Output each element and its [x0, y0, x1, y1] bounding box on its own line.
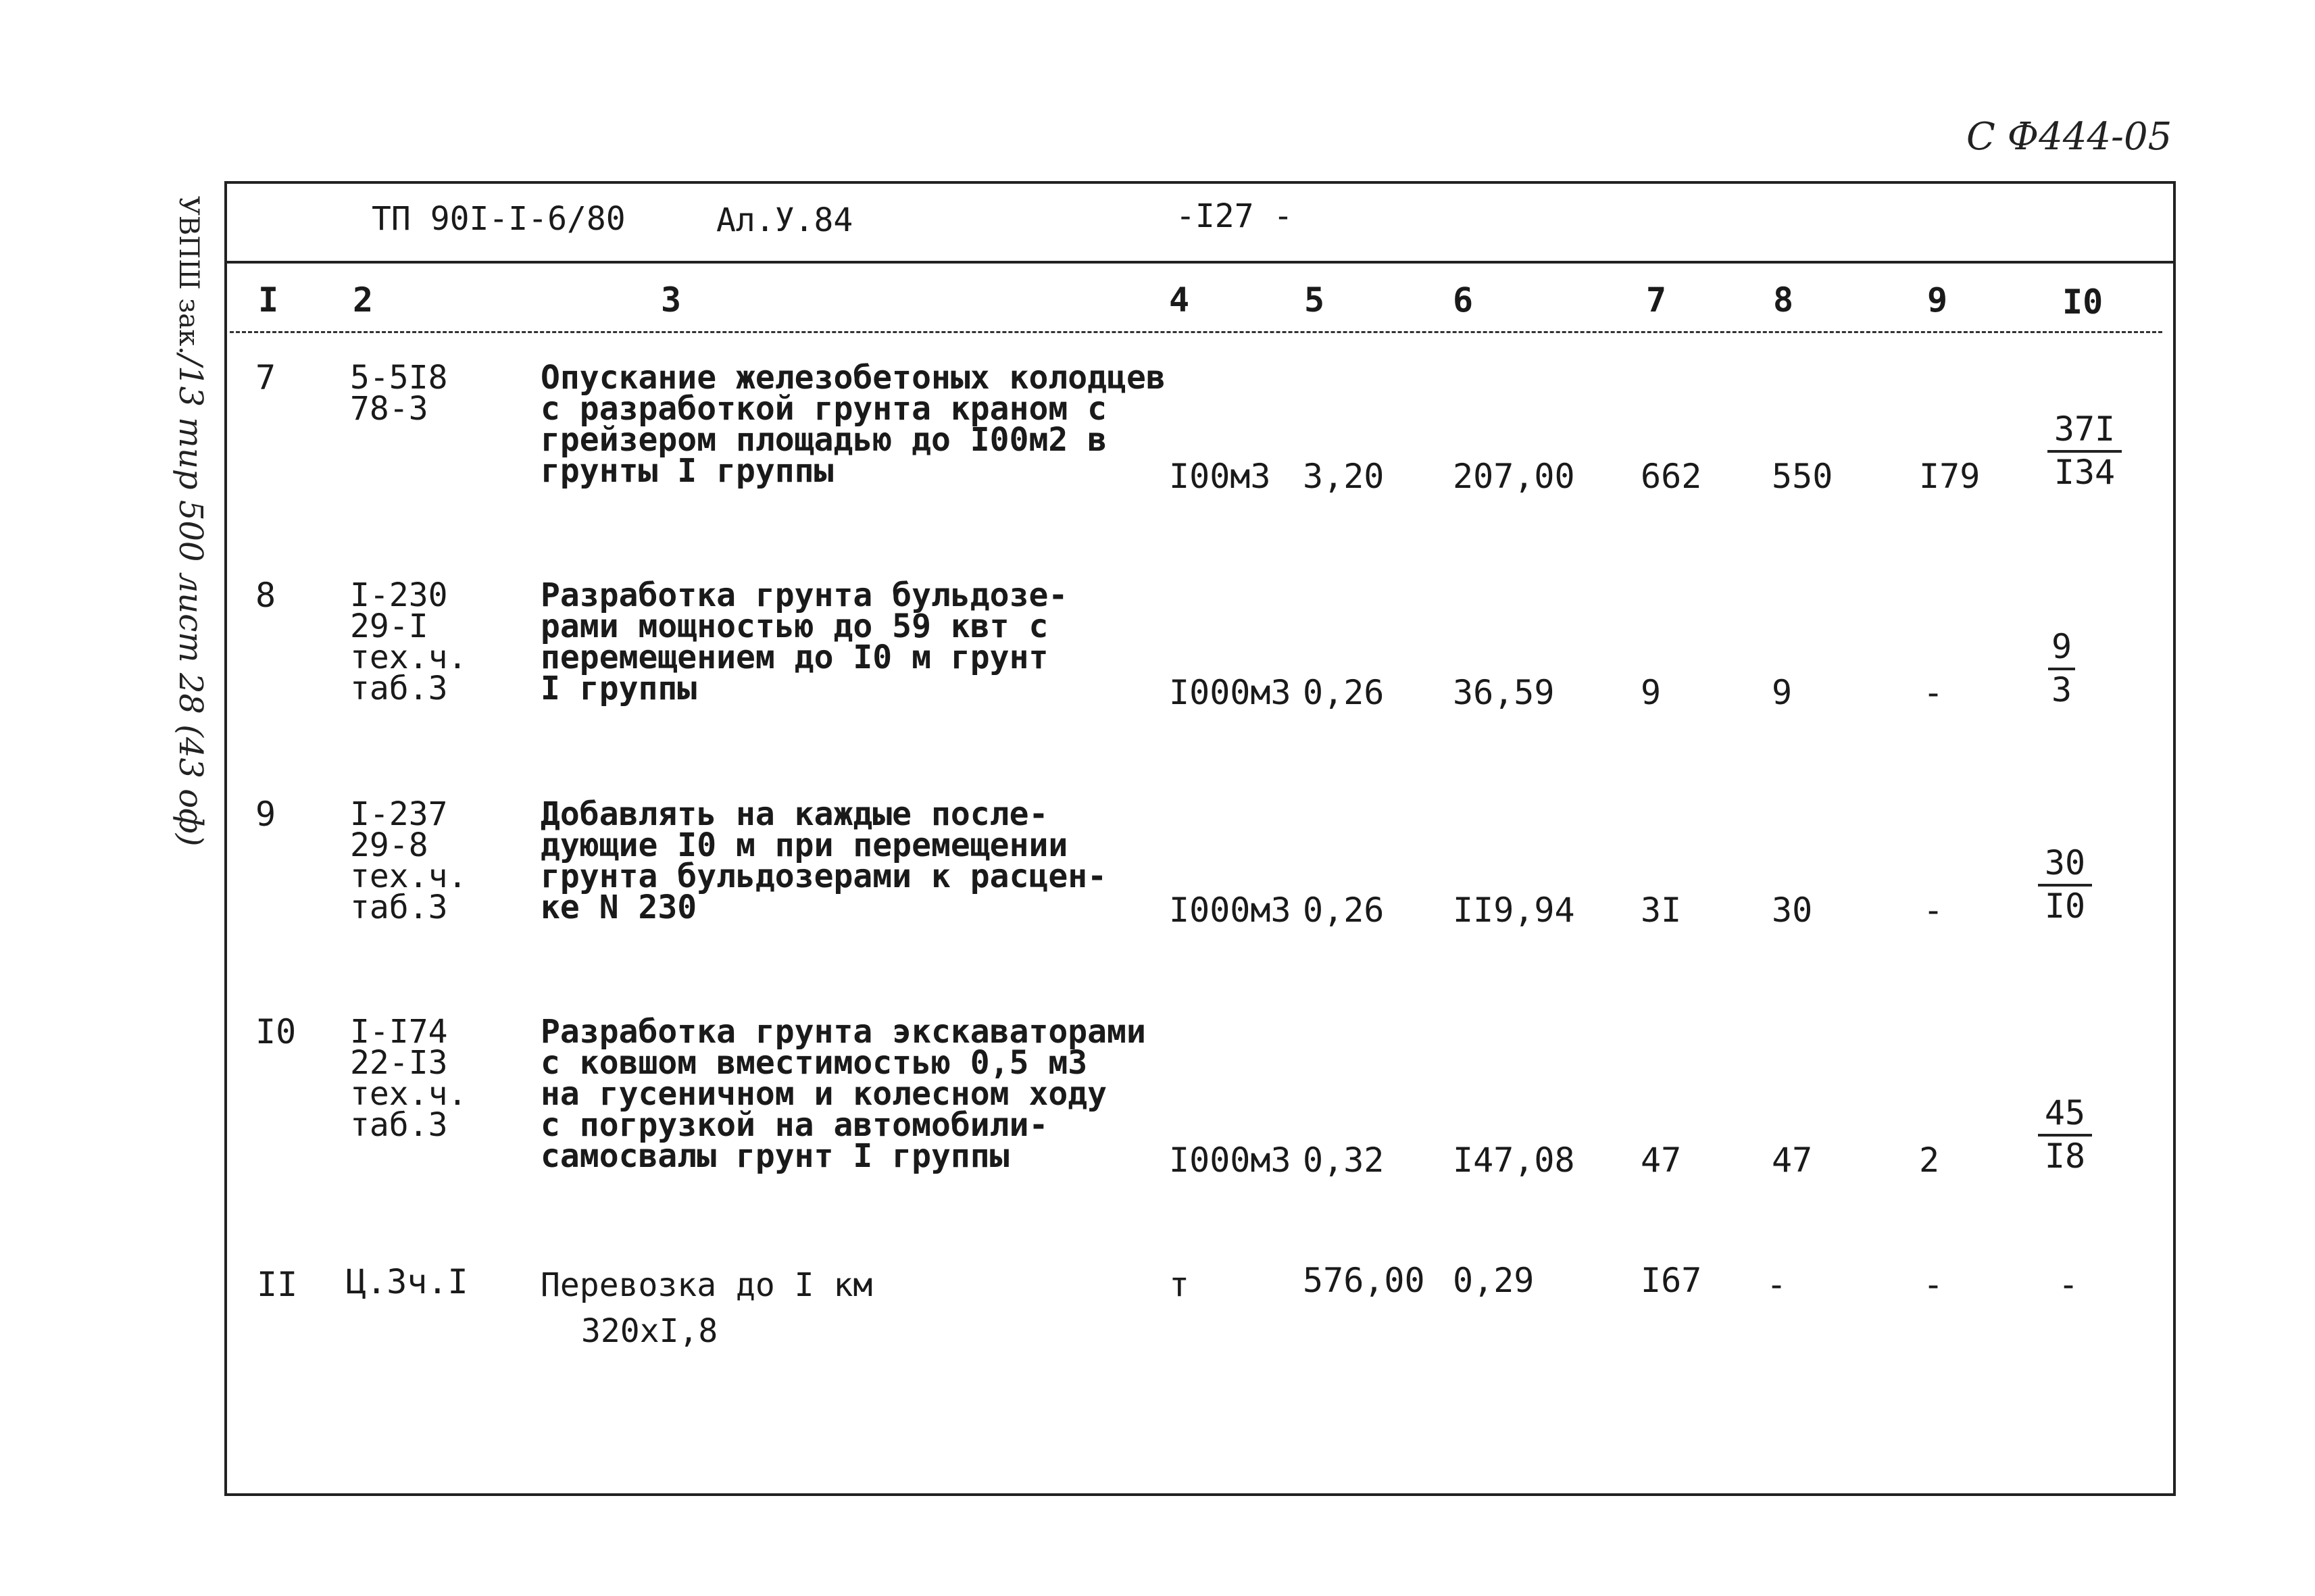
side-stamp-handwritten: /13 тир 500 лист 28 (43 оф)	[172, 354, 209, 847]
description-line: грунты I группы	[541, 452, 834, 490]
rate-code	[350, 359, 448, 428]
column-header-7: 7	[1646, 280, 1667, 320]
unit: т	[1169, 1265, 1190, 1304]
description-line: грейзером площадью до I00м2 в	[541, 421, 1107, 459]
row-number: 7	[255, 358, 276, 397]
column-9-value: -	[1923, 673, 1944, 712]
column-header-divider	[230, 331, 2162, 333]
side-stamp-print: УВПШ зак.	[173, 196, 204, 355]
column-8-value: 9	[1772, 673, 1793, 712]
album-number: Ал.У.84	[716, 201, 853, 239]
work-description	[541, 359, 1166, 490]
unit: I000м3	[1169, 673, 1291, 712]
rate-code	[350, 795, 468, 926]
quantity: 3,20	[1303, 457, 1385, 496]
column-10-fraction	[2038, 1093, 2092, 1176]
fraction-numerator: 9	[2048, 627, 2075, 670]
description-line: на гусеничном и колесном ходу	[541, 1075, 1107, 1113]
description-line: Разработка грунта экскаваторами	[541, 1013, 1146, 1051]
description-line: Опускание железобетоных колодцев	[541, 359, 1166, 397]
corner-mark: С Ф444-05	[1966, 115, 2172, 159]
column-8-value: -	[1766, 1265, 1787, 1304]
description-line: с разработкой грунта краном с	[541, 390, 1107, 428]
column-10-fraction	[2038, 843, 2092, 926]
total-cost: 3I	[1641, 891, 1682, 930]
description-line: Разработка грунта бульдозе-	[541, 576, 1068, 614]
row-number: II	[257, 1265, 298, 1304]
column-10-value: -	[2058, 1265, 2079, 1304]
unit: I000м3	[1169, 1141, 1291, 1180]
description-line: I группы	[541, 670, 697, 707]
column-10-fraction	[2047, 409, 2122, 492]
description-line: самосвалы грунт I группы	[541, 1137, 1010, 1175]
rate-code-line: тех.ч.	[350, 1075, 468, 1113]
description-line: грунта бульдозерами к расцен-	[541, 857, 1107, 895]
row-number: 9	[255, 795, 276, 834]
column-10-fraction	[2024, 627, 2099, 709]
table-frame	[224, 181, 2176, 1496]
page-number: -I27 -	[1176, 197, 1293, 235]
column-header-9: 9	[1927, 280, 1948, 320]
column-header-3: 3	[661, 280, 682, 320]
column-header-2: 2	[353, 280, 374, 320]
side-stamp	[172, 196, 209, 846]
rate-code-line: таб.3	[350, 889, 448, 926]
quantity: 0,26	[1303, 891, 1385, 930]
fraction-denominator: I8	[2044, 1137, 2086, 1176]
project-code: ТП 90I-I-6/80	[372, 200, 626, 238]
column-header-5: 5	[1304, 280, 1325, 320]
column-9-value: 2	[1919, 1141, 1940, 1180]
rate-code-line: 5-5I8	[350, 359, 448, 397]
rate-code	[346, 1262, 468, 1301]
column-9-value: -	[1923, 891, 1944, 930]
unit-price: 0,29	[1453, 1261, 1535, 1300]
description-line: с ковшом вместимостью 0,5 м3	[541, 1044, 1088, 1082]
work-description	[541, 795, 1107, 926]
rate-code-line: I-I74	[350, 1013, 448, 1051]
rate-code-line: тех.ч.	[350, 857, 468, 895]
row-number: I0	[255, 1012, 297, 1051]
column-header-10: I0	[2062, 282, 2104, 322]
column-header-8: 8	[1773, 280, 1794, 320]
fraction-numerator: 45	[2038, 1093, 2092, 1137]
header-divider	[224, 261, 2176, 264]
description-line: перемещением до I0 м грунт	[541, 639, 1049, 676]
unit-price: 36,59	[1453, 673, 1555, 712]
column-9-value: -	[1923, 1265, 1944, 1304]
rate-code-line: таб.3	[350, 670, 448, 707]
description-line: дующие I0 м при перемещении	[541, 826, 1068, 864]
column-header-4: 4	[1169, 280, 1190, 320]
total-cost: 662	[1641, 457, 1702, 496]
work-description	[541, 576, 1068, 707]
column-header-6: 6	[1453, 280, 1474, 320]
fraction-numerator: 37I	[2047, 409, 2122, 453]
rate-code-line: 22-I3	[350, 1044, 448, 1082]
rate-code-line: Ц.3ч.I	[346, 1262, 468, 1301]
rate-code	[350, 1013, 468, 1144]
work-description	[541, 1013, 1146, 1175]
work-description: Перевозка до I км	[541, 1266, 873, 1304]
fraction-denominator: I34	[2053, 453, 2116, 492]
fraction-numerator: 30	[2038, 843, 2092, 887]
row-number: 8	[255, 576, 276, 615]
total-cost: 9	[1641, 673, 1662, 712]
fraction-denominator: I0	[2044, 887, 2086, 926]
rate-code-line: 29-8	[350, 826, 428, 864]
rate-code-line: тех.ч.	[350, 639, 468, 676]
quantity: 0,26	[1303, 673, 1385, 712]
column-header-1: I	[258, 280, 279, 320]
column-9-value: I79	[1919, 457, 1981, 496]
unit-price: II9,94	[1453, 891, 1575, 930]
fraction-denominator: 3	[2051, 670, 2072, 709]
total-cost: 47	[1641, 1141, 1682, 1180]
unit-price: 207,00	[1453, 457, 1575, 496]
work-description-note: 320хI,8	[581, 1312, 718, 1350]
description-line: Добавлять на каждые после-	[541, 795, 1049, 833]
description-line: с погрузкой на автомобили-	[541, 1106, 1049, 1144]
rate-code-line: I-237	[350, 795, 448, 833]
unit: I000м3	[1169, 891, 1291, 930]
quantity: 0,32	[1303, 1141, 1385, 1180]
rate-code-line: 78-3	[350, 390, 428, 428]
description-line: рами мощностью до 59 квт с	[541, 607, 1049, 645]
unit-price: I47,08	[1453, 1141, 1575, 1180]
description-line: ке N 230	[541, 889, 697, 926]
rate-code-line: I-230	[350, 576, 448, 614]
column-8-value: 30	[1772, 891, 1813, 930]
column-8-value: 550	[1772, 457, 1833, 496]
rate-code-line: 29-I	[350, 607, 428, 645]
total-cost: I67	[1641, 1261, 1702, 1300]
unit: I00м3	[1169, 457, 1271, 496]
rate-code-line: таб.3	[350, 1106, 448, 1144]
column-8-value: 47	[1772, 1141, 1813, 1180]
quantity: 576,00	[1303, 1261, 1425, 1300]
rate-code	[350, 576, 468, 707]
